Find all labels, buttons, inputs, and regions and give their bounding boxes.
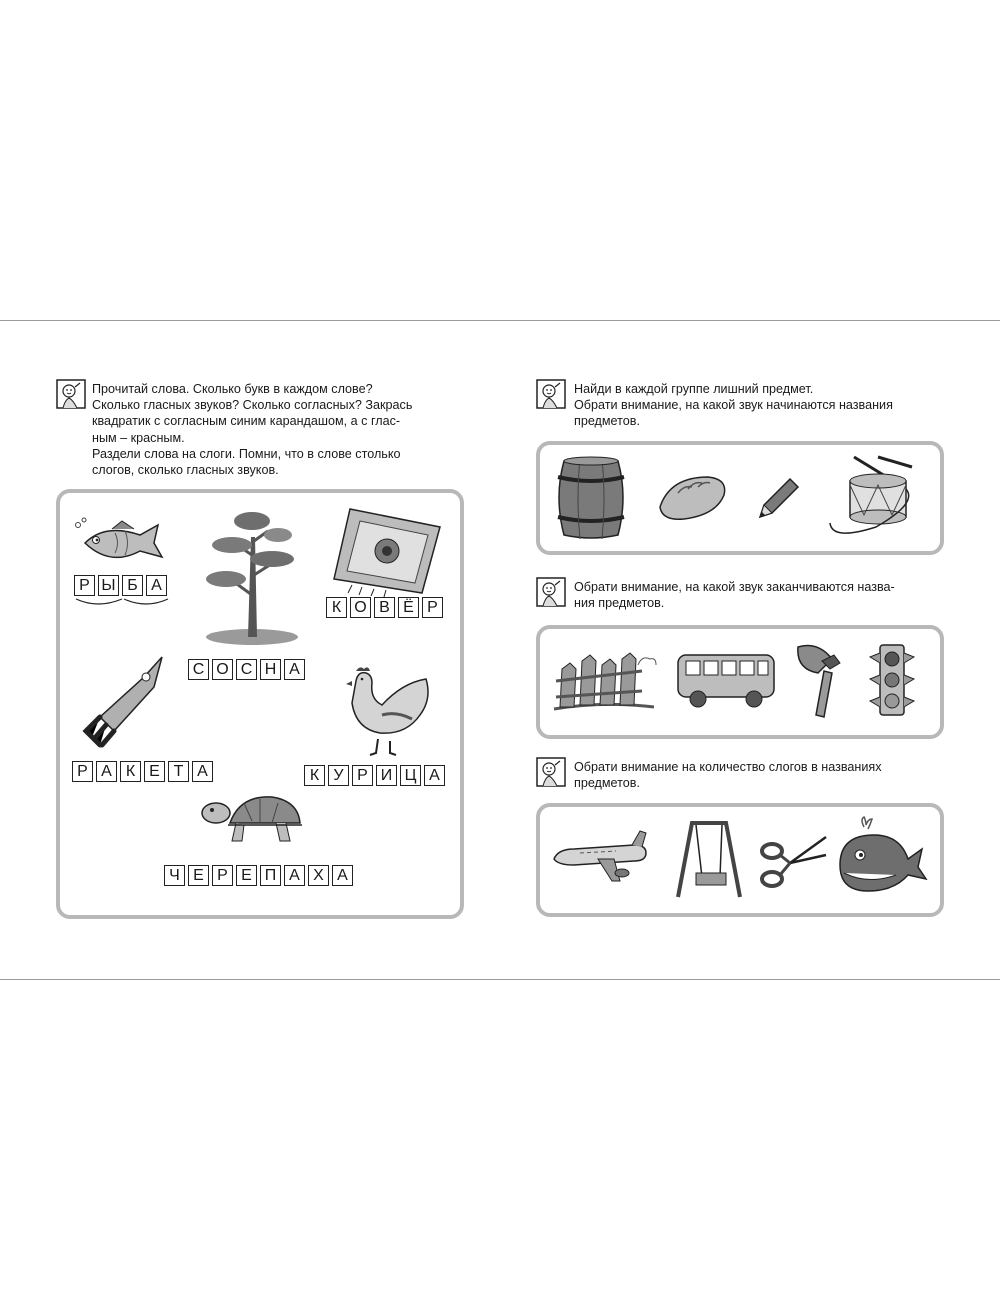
letter-cell[interactable]: Ы <box>98 575 119 596</box>
instruction-line: квадратик с согласным синим карандашом, а с глас- <box>92 414 401 429</box>
letter-cell[interactable]: Р <box>72 761 93 782</box>
letter-cell[interactable]: В <box>374 597 395 618</box>
instruction-line: предметов. <box>574 414 640 429</box>
letter-cell[interactable]: Е <box>236 865 257 886</box>
letter-cell[interactable]: Н <box>260 659 281 680</box>
letter-cell[interactable]: Р <box>212 865 233 886</box>
word-kover <box>326 597 443 618</box>
letter-cell[interactable]: Е <box>188 865 209 886</box>
letter-cell[interactable]: К <box>326 597 347 618</box>
scissors-icon[interactable] <box>756 833 828 893</box>
word-cherepakha <box>164 865 353 886</box>
tree-icon <box>202 505 302 647</box>
bread-icon[interactable] <box>656 473 728 523</box>
left-word-frame <box>56 489 464 919</box>
instruction-line: Найди в каждой группе лишний предмет. <box>574 382 814 396</box>
fence-icon[interactable] <box>550 647 658 719</box>
letter-cell[interactable]: А <box>332 865 353 886</box>
letter-cell[interactable]: Б <box>122 575 143 596</box>
letter-cell[interactable]: И <box>376 765 397 786</box>
letter-cell[interactable]: С <box>188 659 209 680</box>
syllable-arcs <box>74 597 170 609</box>
letter-cell[interactable]: Ё <box>398 597 419 618</box>
letter-cell[interactable]: С <box>236 659 257 680</box>
teacher-hint-icon <box>536 379 566 409</box>
drum-icon[interactable] <box>826 455 922 537</box>
letter-cell[interactable]: А <box>284 659 305 680</box>
pencil-icon[interactable] <box>754 475 802 523</box>
letter-cell[interactable]: У <box>328 765 349 786</box>
traffic-light-icon[interactable] <box>860 639 924 723</box>
letter-cell[interactable]: А <box>146 575 167 596</box>
word-ryba <box>74 575 167 596</box>
letter-cell[interactable]: О <box>212 659 233 680</box>
letter-cell[interactable]: Р <box>74 575 95 596</box>
fish-icon <box>70 515 180 565</box>
letter-cell[interactable]: Р <box>352 765 373 786</box>
instruction-line: Прочитай слова. Сколько букв в каждом слове? <box>92 382 373 396</box>
letter-cell[interactable]: П <box>260 865 281 886</box>
teacher-hint-icon <box>56 379 86 409</box>
group3-frame <box>536 803 944 917</box>
teacher-hint-icon <box>536 577 566 607</box>
barrel-icon[interactable] <box>554 455 628 541</box>
instruction-line: Обрати внимание, на какой звук заканчиваются назва- <box>574 580 895 594</box>
letter-cell[interactable]: А <box>192 761 213 782</box>
instruction-line: Сколько гласных звуков? Сколько согласных? Закрась <box>92 398 413 413</box>
letter-cell[interactable]: Х <box>308 865 329 886</box>
task1-instructions <box>574 381 944 430</box>
instruction-line: Обрати внимание на количество слогов в названиях <box>574 760 882 774</box>
swing-icon[interactable] <box>674 819 744 899</box>
letter-cell[interactable]: Т <box>168 761 189 782</box>
book-spread <box>0 320 1000 980</box>
letter-cell[interactable]: Ч <box>164 865 185 886</box>
letter-cell[interactable]: А <box>284 865 305 886</box>
bus-icon[interactable] <box>674 651 778 711</box>
instruction-line: ния предметов. <box>574 596 665 611</box>
carpet-icon <box>330 505 448 597</box>
instruction-line: Обрати внимание, на какой звук начинаются названия <box>574 398 893 413</box>
instruction-line: слогов, сколько гласных звуков. <box>92 463 279 478</box>
instruction-line: Раздели слова на слоги. Помни, что в слове столько <box>92 446 401 461</box>
letter-cell[interactable]: А <box>96 761 117 782</box>
task2-instructions <box>574 579 944 611</box>
airplane-icon[interactable] <box>550 829 650 891</box>
group1-frame <box>536 441 944 555</box>
letter-cell[interactable]: Е <box>144 761 165 782</box>
teacher-hint-icon <box>536 757 566 787</box>
task3-instructions <box>574 759 944 791</box>
letter-cell[interactable]: К <box>304 765 325 786</box>
letter-cell[interactable]: А <box>424 765 445 786</box>
left-instructions <box>92 381 464 478</box>
letter-cell[interactable]: Ц <box>400 765 421 786</box>
letter-cell[interactable]: К <box>120 761 141 782</box>
rocket-icon <box>80 653 170 749</box>
letter-cell[interactable]: О <box>350 597 371 618</box>
hen-icon <box>342 663 436 759</box>
group2-frame <box>536 625 944 739</box>
word-raketa <box>72 761 213 782</box>
whale-icon[interactable] <box>834 815 930 899</box>
word-sosna <box>188 659 305 680</box>
axe-icon[interactable] <box>794 641 844 721</box>
word-kuritsa <box>304 765 445 786</box>
turtle-icon <box>200 793 306 849</box>
instruction-line: предметов. <box>574 776 640 791</box>
instruction-line: ным – красным. <box>92 430 185 445</box>
letter-cell[interactable]: Р <box>422 597 443 618</box>
